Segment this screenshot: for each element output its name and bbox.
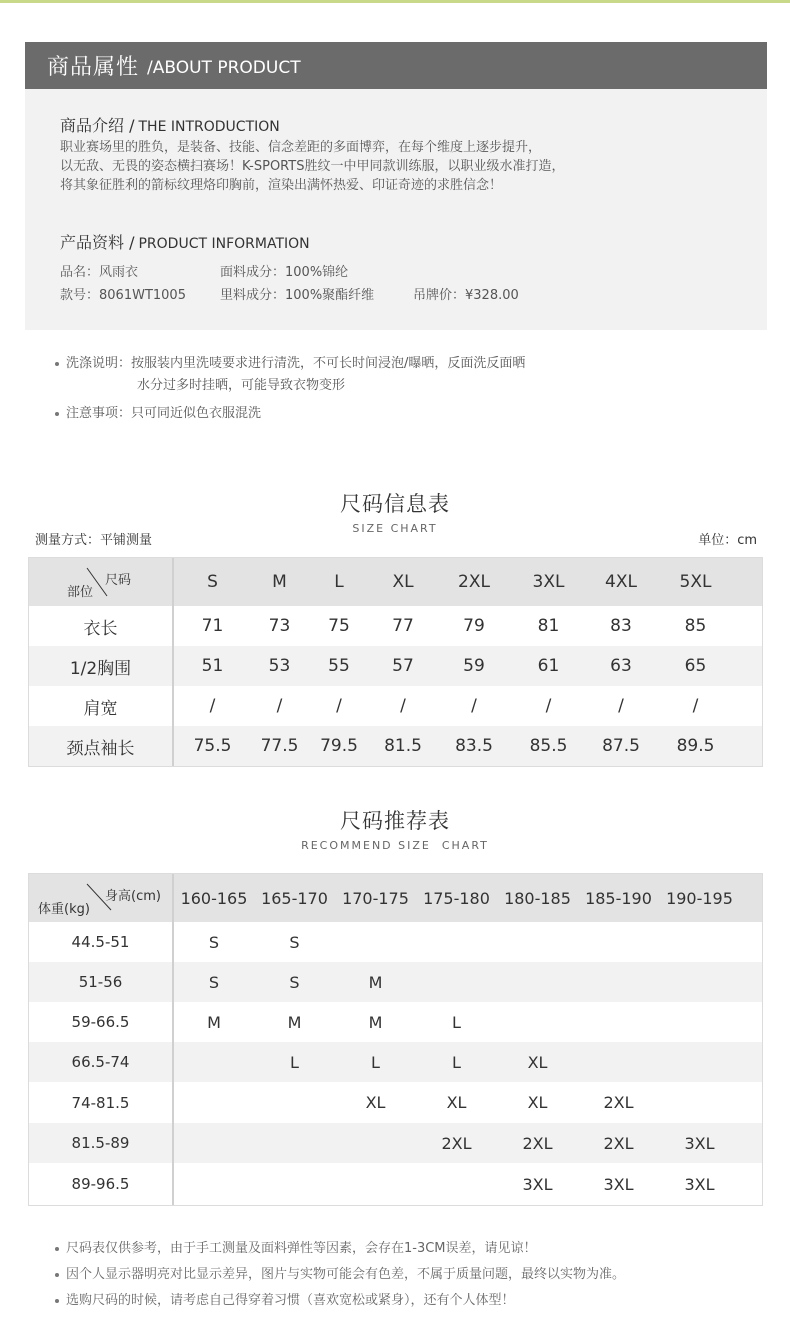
product-code: 款号：8061WT1005 xyxy=(60,288,186,303)
table-cell: 79 xyxy=(436,606,512,646)
table-cell xyxy=(659,962,740,1002)
weight-label: 89-96.5 xyxy=(29,1163,173,1205)
size-chart-title-zh: 尺码信息表 xyxy=(340,492,450,516)
row-label: 颈点袖长 xyxy=(29,726,173,766)
about-title-zh: 商品属性 xyxy=(47,55,140,80)
introduction-title-en: THE INTRODUCTION xyxy=(138,119,280,135)
table-row xyxy=(29,606,762,646)
table-cell: 3XL xyxy=(659,1123,740,1163)
table-cell: / xyxy=(173,686,251,726)
table-cell: 2XL xyxy=(578,1123,659,1163)
weight-label: 59-66.5 xyxy=(29,1002,173,1042)
footnotes xyxy=(55,1236,625,1314)
table-cell xyxy=(416,922,497,962)
product-info-heading xyxy=(60,230,310,253)
note-label: 注意事项： xyxy=(66,406,132,421)
size-chart-title-en: SIZE CHART xyxy=(352,522,438,535)
intro-line: 以无敌、无畏的姿态横扫赛场！K-SPORTS胜纹一中甲同款训练服，以职业级水准打造， xyxy=(60,159,565,174)
table-cell xyxy=(497,1002,578,1042)
size-header: 3XL xyxy=(512,558,585,606)
bullet-dot xyxy=(55,1273,59,1277)
size-header: 4XL xyxy=(585,558,657,606)
table-row xyxy=(29,922,762,962)
wash-instructions xyxy=(55,353,525,397)
care-note xyxy=(55,403,261,425)
table-cell: / xyxy=(308,686,370,726)
bullet-dot xyxy=(55,1247,59,1251)
table-row xyxy=(29,646,762,686)
product-name: 品名：风雨衣 xyxy=(60,265,139,280)
size-header: 5XL xyxy=(657,558,734,606)
table-cell: 3XL xyxy=(578,1163,659,1205)
table-cell xyxy=(173,1082,254,1123)
recommend-corner-cell xyxy=(29,874,173,922)
table-cell: XL xyxy=(497,1082,578,1123)
table-cell: S xyxy=(254,922,335,962)
table-cell: 55 xyxy=(308,646,370,686)
height-header: 170-175 xyxy=(335,874,416,922)
weight-label: 74-81.5 xyxy=(29,1082,173,1123)
intro-line: 职业赛场里的胜负，是装备、技能、信念差距的多面博弈，在每个维度上逐步提升， xyxy=(60,140,542,155)
table-cell: / xyxy=(657,686,734,726)
bullet-dot xyxy=(55,1299,59,1303)
height-header: 180-185 xyxy=(497,874,578,922)
table-cell: 51 xyxy=(173,646,251,686)
size-corner-cell xyxy=(29,558,173,606)
footnote-item: 尺码表仅供参考，由于手工测量及面料弹性等因素，会存在1-3CM误差，请见谅！ xyxy=(66,1241,537,1256)
corner-size-label: 尺码 xyxy=(105,573,132,588)
about-product-header xyxy=(25,42,767,89)
recommend-title-zh: 尺码推荐表 xyxy=(340,809,450,833)
table-cell: 57 xyxy=(370,646,436,686)
size-chart-title xyxy=(0,488,790,535)
wash-line-1: 按服装内里洗唛要求进行清洗，不可长时间浸泡/曝晒，反面洗反面晒 xyxy=(131,356,526,371)
product-info-title-en: PRODUCT INFORMATION xyxy=(138,236,310,252)
height-header: 185-190 xyxy=(578,874,659,922)
table-cell: 71 xyxy=(173,606,251,646)
height-header: 160-165 xyxy=(173,874,254,922)
table-cell xyxy=(335,922,416,962)
size-header: M xyxy=(251,558,308,606)
table-cell xyxy=(497,922,578,962)
table-row xyxy=(29,726,762,766)
table-row xyxy=(29,686,762,726)
weight-label: 66.5-74 xyxy=(29,1042,173,1082)
table-cell xyxy=(173,1042,254,1082)
table-cell xyxy=(254,1123,335,1163)
table-cell: 2XL xyxy=(578,1082,659,1123)
introduction-title-zh: 商品介绍 / xyxy=(60,116,135,135)
table-cell xyxy=(659,1082,740,1123)
height-header: 175-180 xyxy=(416,874,497,922)
bullet-dot xyxy=(55,412,59,416)
table-cell xyxy=(659,922,740,962)
weight-label: 44.5-51 xyxy=(29,922,173,962)
size-header: XL xyxy=(370,558,436,606)
table-cell: 85.5 xyxy=(512,726,585,766)
table-cell: XL xyxy=(497,1042,578,1082)
table-cell: / xyxy=(512,686,585,726)
table-cell: L xyxy=(335,1042,416,1082)
footnote-item: 选购尺码的时候，请考虑自己得穿着习惯（喜欢宽松或紧身），还有个人体型！ xyxy=(66,1293,515,1308)
table-cell xyxy=(416,962,497,1002)
about-title-en: /ABOUT PRODUCT xyxy=(147,57,301,78)
table-cell: 87.5 xyxy=(585,726,657,766)
table-cell xyxy=(173,1163,254,1205)
height-header: 165-170 xyxy=(254,874,335,922)
product-info-title-zh: 产品资料 / xyxy=(60,233,135,252)
table-cell xyxy=(659,1042,740,1082)
table-cell: / xyxy=(585,686,657,726)
table-cell: L xyxy=(416,1002,497,1042)
size-header-row xyxy=(29,558,762,606)
measure-method: 测量方式：平铺测量 xyxy=(35,533,153,548)
product-attributes-panel xyxy=(25,89,767,330)
diagonal-divider xyxy=(29,558,173,606)
top-decorative-line xyxy=(0,0,790,3)
table-cell: M xyxy=(173,1002,254,1042)
table-cell: 75.5 xyxy=(173,726,251,766)
table-cell: M xyxy=(335,1002,416,1042)
table-cell: 83 xyxy=(585,606,657,646)
table-cell: 89.5 xyxy=(657,726,734,766)
table-cell: 63 xyxy=(585,646,657,686)
table-cell: XL xyxy=(335,1082,416,1123)
note-text: 只可同近似色衣服混洗 xyxy=(131,406,262,421)
table-cell: 73 xyxy=(251,606,308,646)
table-cell: 81 xyxy=(512,606,585,646)
wash-label: 洗涤说明： xyxy=(66,356,132,371)
recommend-header-row xyxy=(29,874,762,922)
table-cell xyxy=(578,962,659,1002)
table-cell: 65 xyxy=(657,646,734,686)
corner-part-label: 部位 xyxy=(67,585,94,600)
table-cell: 2XL xyxy=(416,1123,497,1163)
size-header: L xyxy=(308,558,370,606)
recommend-chart-title xyxy=(0,805,790,852)
table-cell: 2XL xyxy=(497,1123,578,1163)
table-cell: / xyxy=(251,686,308,726)
table-cell: / xyxy=(436,686,512,726)
size-header: 2XL xyxy=(436,558,512,606)
table-cell: 81.5 xyxy=(370,726,436,766)
recommend-table xyxy=(29,874,763,1205)
table-cell: L xyxy=(254,1042,335,1082)
table-cell: S xyxy=(173,922,254,962)
size-table xyxy=(29,558,762,766)
table-cell: 79.5 xyxy=(308,726,370,766)
table-cell xyxy=(578,1002,659,1042)
table-cell xyxy=(254,1163,335,1205)
recommend-title-en: RECOMMEND SIZE CHART xyxy=(301,839,489,852)
corner-weight-label: 体重(kg) xyxy=(38,902,90,917)
corner-height-label: 身高(cm) xyxy=(105,889,161,904)
table-cell xyxy=(335,1163,416,1205)
row-label: 衣长 xyxy=(29,606,173,646)
weight-label: 51-56 xyxy=(29,962,173,1002)
table-cell: 77 xyxy=(370,606,436,646)
table-cell xyxy=(254,1082,335,1123)
table-row xyxy=(29,1042,762,1082)
table-cell: M xyxy=(254,1002,335,1042)
wash-line-2: 水分过多时挂晒，可能导致衣物变形 xyxy=(137,378,346,393)
lining-composition: 里料成分：100%聚酯纤维 xyxy=(220,288,375,303)
table-cell: 3XL xyxy=(497,1163,578,1205)
introduction-text xyxy=(60,138,740,195)
footnote-item: 因个人显示器明亮对比显示差异，图片与实物可能会有色差，不属于质量问题，最终以实物为准。 xyxy=(66,1267,626,1282)
measure-unit: 单位：cm xyxy=(698,533,757,548)
table-cell xyxy=(416,1163,497,1205)
table-cell: L xyxy=(416,1042,497,1082)
table-cell: 61 xyxy=(512,646,585,686)
table-cell: 83.5 xyxy=(436,726,512,766)
table-cell: S xyxy=(254,962,335,1002)
table-cell xyxy=(578,922,659,962)
table-cell: 59 xyxy=(436,646,512,686)
table-row xyxy=(29,1002,762,1042)
table-cell: 75 xyxy=(308,606,370,646)
introduction-heading xyxy=(60,113,280,136)
table-row xyxy=(29,1082,762,1123)
table-cell: / xyxy=(370,686,436,726)
weight-label: 81.5-89 xyxy=(29,1123,173,1163)
table-cell xyxy=(497,962,578,1002)
height-header: 190-195 xyxy=(659,874,740,922)
table-row xyxy=(29,962,762,1002)
table-cell: 85 xyxy=(657,606,734,646)
row-label: 肩宽 xyxy=(29,686,173,726)
table-cell xyxy=(578,1042,659,1082)
tag-price: 吊牌价：¥328.00 xyxy=(413,288,519,303)
row-label: 1/2胸围 xyxy=(29,646,173,686)
table-cell: 53 xyxy=(251,646,308,686)
table-cell: XL xyxy=(416,1082,497,1123)
table-cell: 3XL xyxy=(659,1163,740,1205)
table-cell: 77.5 xyxy=(251,726,308,766)
table-cell xyxy=(173,1123,254,1163)
table-cell xyxy=(659,1002,740,1042)
intro-line: 将其象征胜利的箭标纹理烙印胸前，渲染出满怀热爱、印证奇迹的求胜信念！ xyxy=(60,178,503,193)
bullet-dot xyxy=(55,362,59,366)
size-header: S xyxy=(173,558,251,606)
table-row xyxy=(29,1163,762,1205)
fabric-composition: 面料成分：100%锦纶 xyxy=(220,265,349,280)
table-cell xyxy=(335,1123,416,1163)
table-cell: S xyxy=(173,962,254,1002)
table-cell: M xyxy=(335,962,416,1002)
table-row xyxy=(29,1123,762,1163)
